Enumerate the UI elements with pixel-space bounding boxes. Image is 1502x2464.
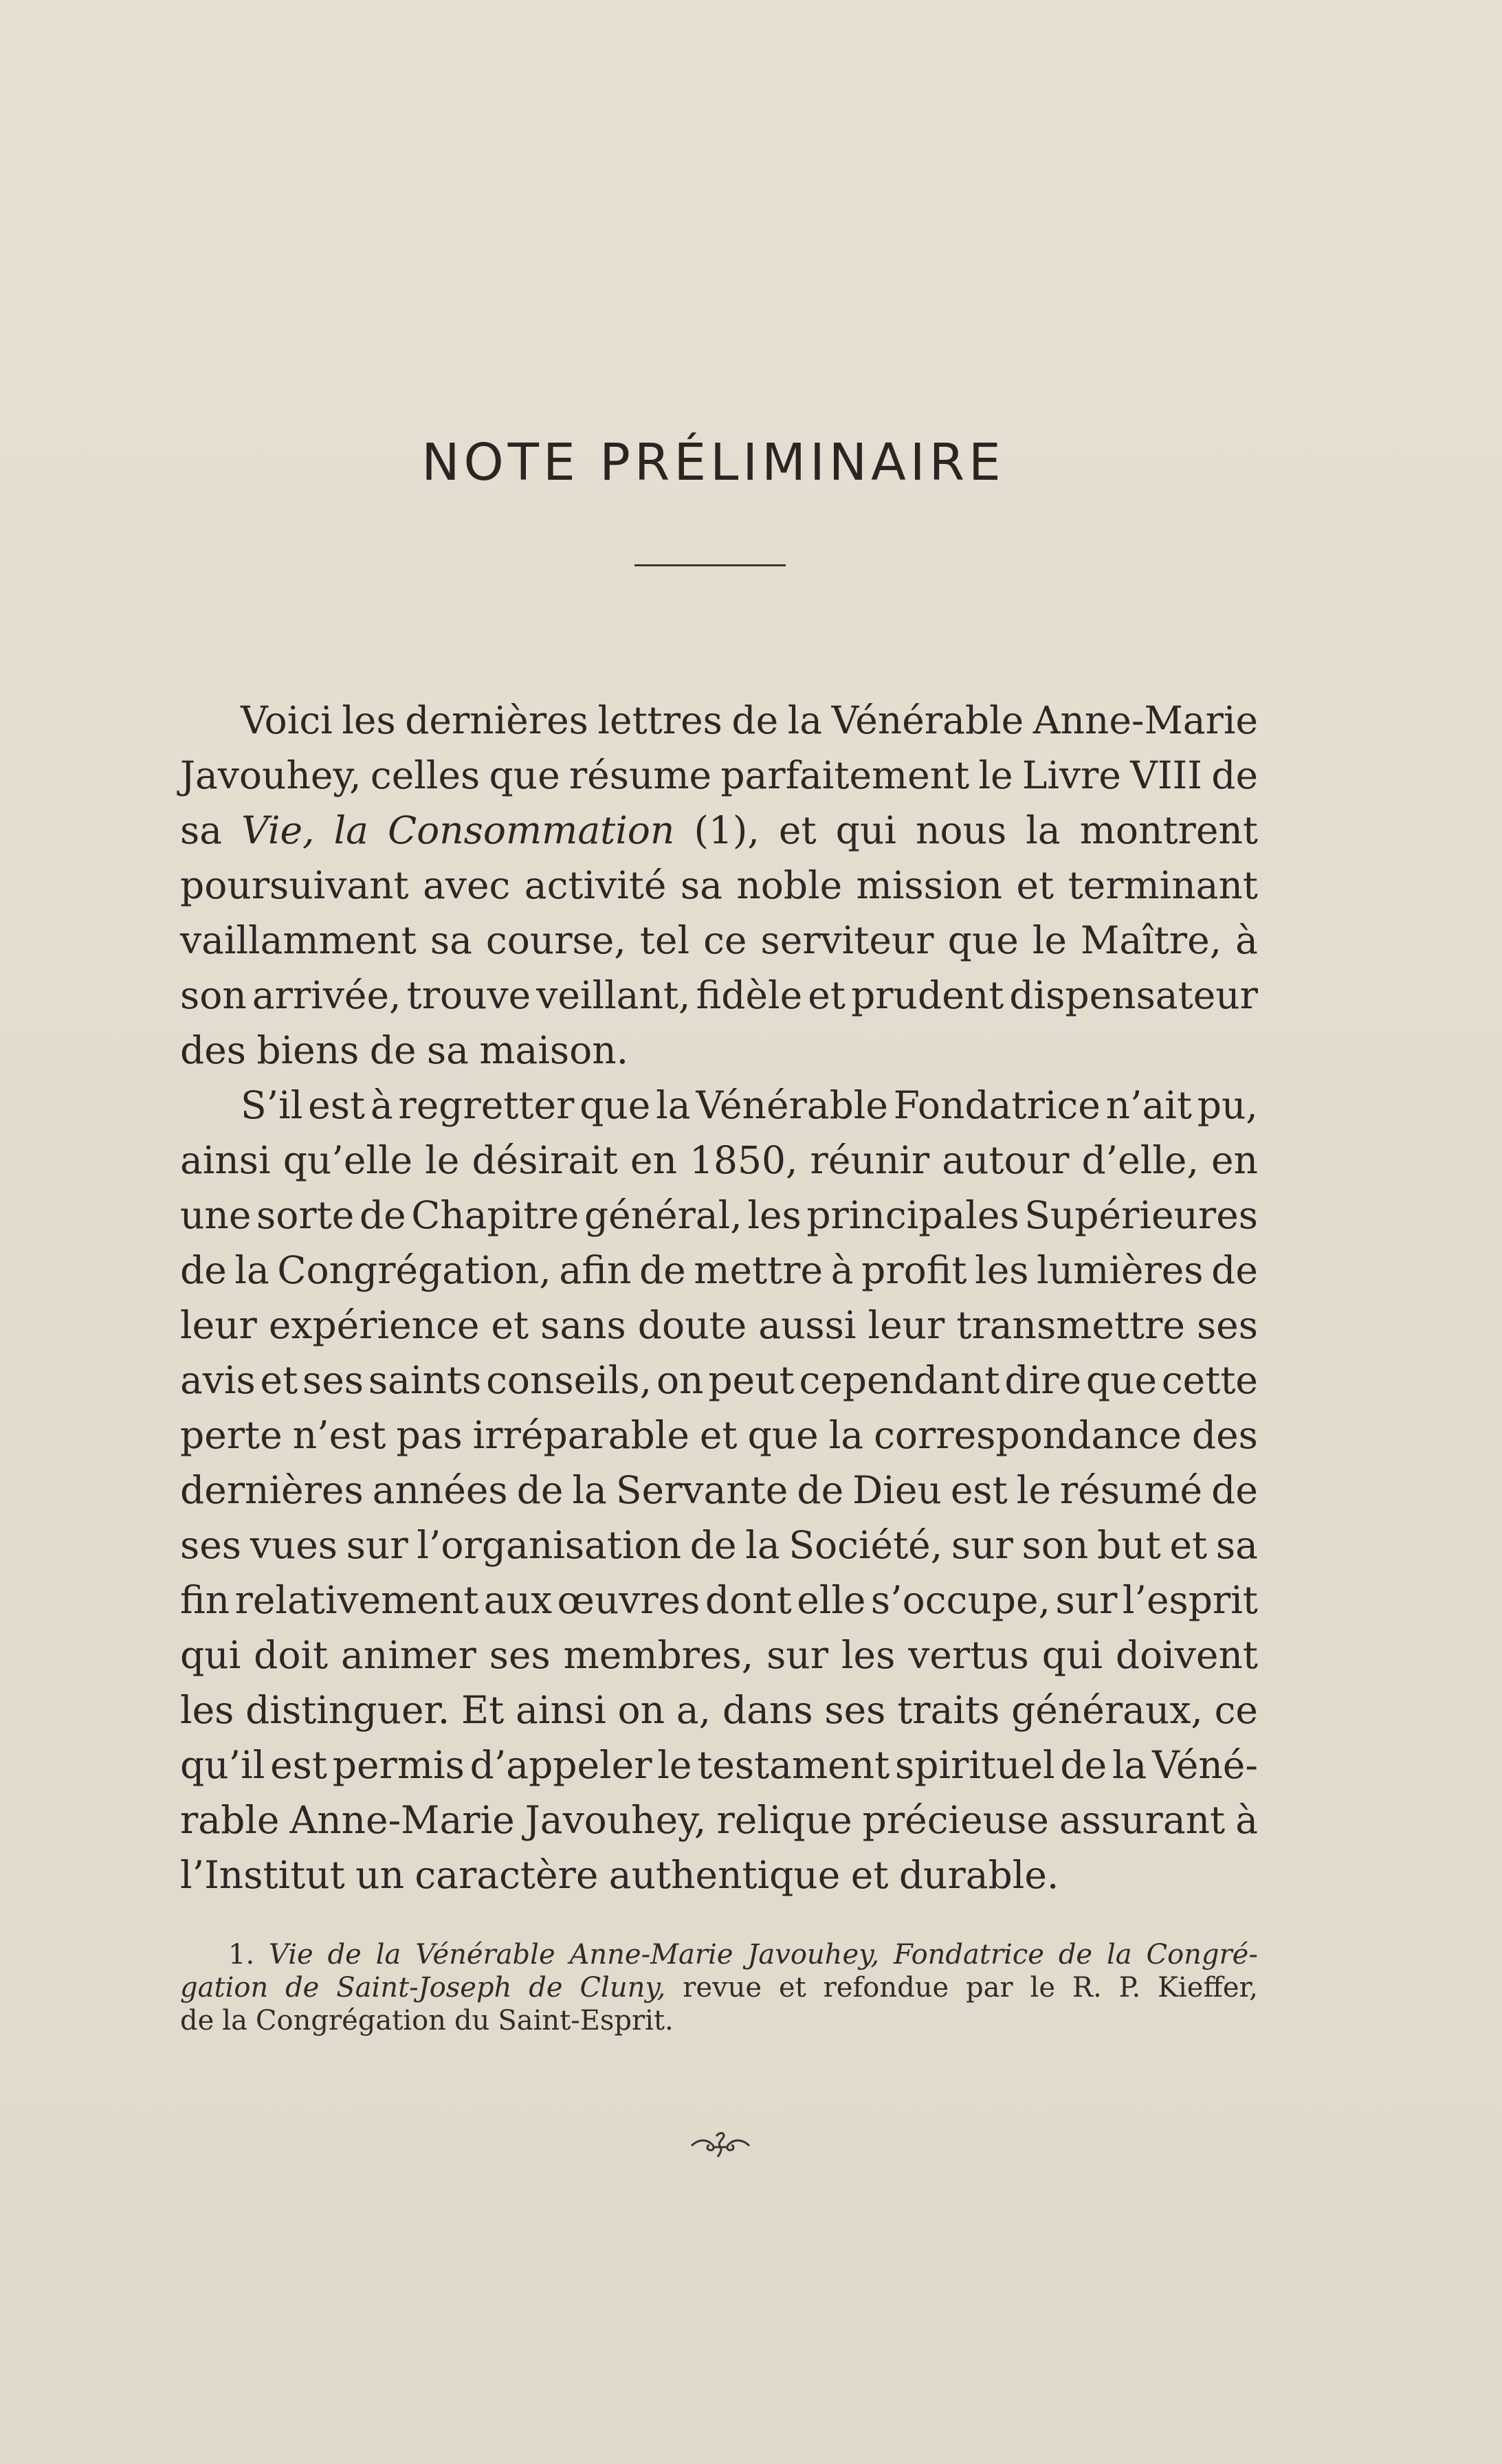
body-line: une sorte de Chapitre général, les principales Supérieures: [180, 1193, 1258, 1237]
body-line: de la Congrégation, afin de mettre à profit les lumières de: [180, 1248, 1258, 1292]
body-line: ainsi qu’elle le désirait en 1850, réunir autour d’elle, en: [180, 1138, 1258, 1182]
footnote-line: de la Congrégation du Saint-Esprit.: [180, 2005, 674, 2036]
footnote: [180, 1938, 1258, 2037]
body-line: leur expérience et sans doute aussi leur transmettre ses: [180, 1303, 1258, 1347]
body-line: Javouhey, celles que résume parfaitement le Livre VIII de: [180, 753, 1258, 797]
body-text: [180, 693, 1258, 1902]
body-line: dernières années de la Servante de Dieu est le résumé de: [180, 1468, 1258, 1512]
body-line: avis et ses saints conseils, on peut cependant dire que cette: [180, 1358, 1258, 1402]
body-line: sa Vie, la Consommation (1), et qui nous la montrent: [180, 808, 1258, 852]
body-line: son arrivée, trouve veillant, fidèle et prudent dispensateur: [180, 973, 1258, 1017]
body-line: l’Institut un caractère authentique et durable.: [180, 1853, 1059, 1897]
footnote-line: 1. Vie de la Vénérable Anne-Marie Javouhey, Fondatrice de la Congré-: [228, 1939, 1258, 1971]
ornament-fleuron-icon: [686, 2124, 755, 2165]
body-line: S’il est à regretter que la Vénérable Fondatrice n’ait pu,: [241, 1083, 1258, 1127]
body-line: qui doit animer ses membres, sur les vertus qui doivent: [180, 1633, 1258, 1677]
body-line: fin relativement aux œuvres dont elle s’occupe, sur l’esprit: [180, 1578, 1258, 1622]
title-rule: [634, 564, 786, 566]
page-title: NOTE PRÉLIMINAIRE: [421, 433, 1005, 492]
body-line: vaillamment sa course, tel ce serviteur que le Maître, à: [180, 918, 1258, 962]
body-line: ses vues sur l’organisation de la Société, sur son but et sa: [180, 1523, 1258, 1567]
body-line: les distinguer. Et ainsi on a, dans ses traits généraux, ce: [180, 1688, 1258, 1732]
body-line: Voici les dernières lettres de la Vénérable Anne-Marie: [241, 698, 1258, 742]
body-line: rable Anne-Marie Javouhey, relique précieuse assurant à: [180, 1798, 1258, 1842]
body-line: perte n’est pas irréparable et que la correspondance des: [180, 1413, 1258, 1457]
body-line: des biens de sa maison.: [180, 1028, 629, 1072]
footnote-line: gation de Saint-Joseph de Cluny, revue et refondue par le R. P. Kieffer,: [180, 1972, 1258, 2004]
body-line: poursuivant avec activité sa noble mission et terminant: [180, 863, 1258, 907]
body-line: qu’il est permis d’appeler le testament spirituel de la Véné-: [180, 1743, 1258, 1787]
